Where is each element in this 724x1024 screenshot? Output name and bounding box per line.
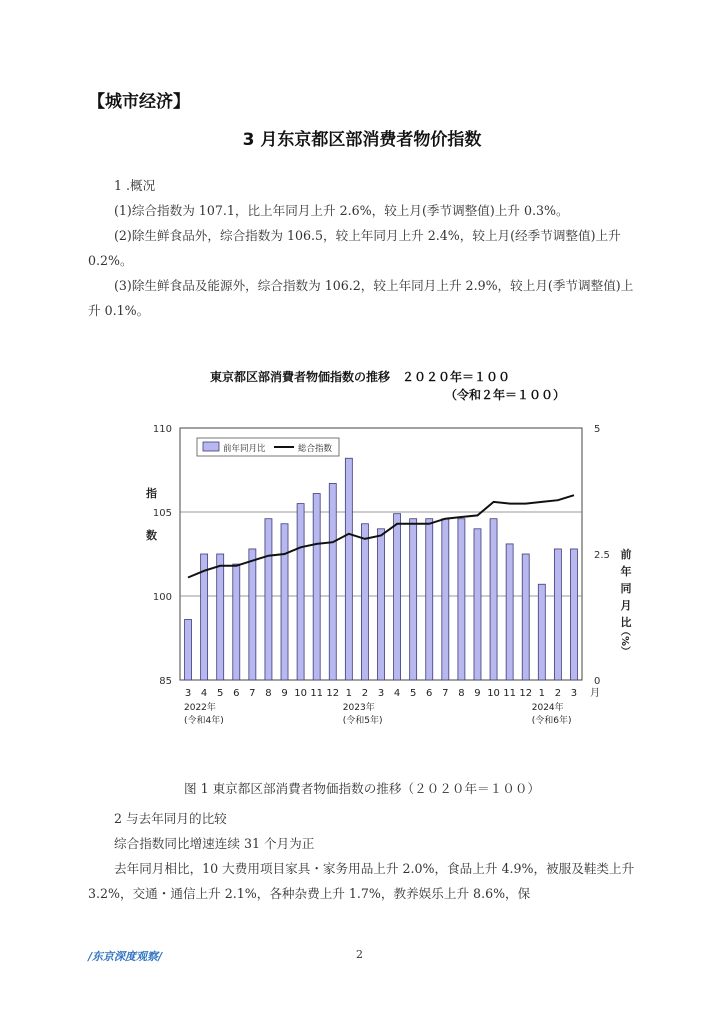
bar-yoy xyxy=(394,514,401,680)
bar-yoy xyxy=(313,494,320,680)
x-tick-label: 5 xyxy=(217,688,224,699)
bar-yoy xyxy=(378,529,385,680)
overview-heading: 1 .概况 xyxy=(114,178,156,193)
x-year-label: 2022年 xyxy=(184,703,216,713)
legend-bar-label: 前年同月比 xyxy=(223,444,266,454)
x-tick-label: 2 xyxy=(361,688,369,699)
page-title: 3 月东京都区部消费者物价指数 xyxy=(242,130,482,150)
bar-yoy xyxy=(474,529,481,680)
x-year-label: 2024年 xyxy=(531,703,564,713)
x-era-label: (令和4年) xyxy=(184,716,224,726)
x-tick-label: 9 xyxy=(474,688,481,699)
ylabel-right-char: 月 xyxy=(620,599,632,612)
ylabel-right-char: 同 xyxy=(620,582,632,595)
legend-line-label: 総合指数 xyxy=(298,444,333,454)
right-tick-label: 5 xyxy=(594,424,601,435)
x-tick-label: 10 xyxy=(294,688,307,699)
overview-paragraph-3: (3)除生鲜食品及能源外，综合指数为 106.2，较上年同月上升 2.9%，较上月(季节调整值)上升 0.1%。 xyxy=(88,278,634,318)
bar-yoy xyxy=(185,620,192,680)
bar-yoy xyxy=(410,519,417,680)
x-tick-label: 3 xyxy=(570,688,578,699)
x-era-label: (令和6年) xyxy=(531,716,572,726)
ylabel-right-char: 年 xyxy=(620,565,632,578)
x-tick-label: 1 xyxy=(345,688,353,699)
x-tick-label: 5 xyxy=(409,688,417,699)
bar-yoy xyxy=(249,549,256,680)
overview-paragraph-2: (2)除生鲜食品外，综合指数为 106.5，较上年同月上升 2.4%，较上月(经季节调整值)上升 0.2%。 xyxy=(88,228,621,268)
x-tick-label: 4 xyxy=(200,688,208,699)
bar-yoy xyxy=(345,458,352,680)
x-tick-label: 8 xyxy=(265,688,272,699)
bar-yoy xyxy=(265,519,272,680)
section-tag: 【城市经济】 xyxy=(88,92,190,112)
bar-yoy xyxy=(233,564,240,680)
bar-yoy xyxy=(297,504,304,680)
footer-brand: /东京深度观察/ xyxy=(88,950,163,963)
right-tick-label: 2.5 xyxy=(594,550,610,561)
comparison-paragraph-1: 综合指数同比增速连续 31 个月为正 xyxy=(114,836,315,851)
bar-yoy xyxy=(570,549,577,680)
bar-yoy xyxy=(538,584,545,680)
comparison-section xyxy=(88,806,644,906)
x-tick-label: 11 xyxy=(503,688,517,699)
bar-yoy xyxy=(506,544,513,680)
bar-yoy xyxy=(329,483,336,680)
bar-yoy xyxy=(522,554,529,680)
page-number: 2 xyxy=(356,948,363,961)
x-tick-label: 7 xyxy=(442,688,449,699)
left-tick-label: 110 xyxy=(152,424,172,435)
x-tick-label: 11 xyxy=(310,688,324,699)
comparison-paragraph-2: 去年同月相比，10 大费用项目家具・家务用品上升 2.0%，食品上升 4.9%，被服及鞋类上升 3.2%，交通・通信上升 2.1%，各种杂费上升 1.7%，教养娱乐上升 8.6%，保 xyxy=(88,861,635,901)
x-tick-label: 6 xyxy=(426,688,433,699)
x-era-label: (令和5年) xyxy=(342,716,383,726)
overview-paragraph-1: (1)综合指数为 107.1，比上年同月上升 2.6%，较上月(季节调整值)上升 0.3%。 xyxy=(114,203,569,218)
x-tick-label: 6 xyxy=(233,688,240,699)
bar-yoy xyxy=(361,524,368,680)
bar-yoy xyxy=(490,519,497,680)
bar-yoy xyxy=(217,554,224,680)
x-tick-label: 3 xyxy=(184,688,192,699)
bar-yoy xyxy=(554,549,561,680)
chart-title: 東京都区部消費者物価指数の推移 ２０２０年＝１００ xyxy=(210,370,511,384)
x-month-suffix: 月 xyxy=(590,688,600,699)
x-tick-label: 4 xyxy=(393,688,401,699)
left-tick-label: 105 xyxy=(152,508,172,519)
x-tick-label: 8 xyxy=(458,688,465,699)
ylabel-left-char: 指 xyxy=(146,487,157,500)
comparison-heading: 2 与去年同月的比较 xyxy=(114,811,227,826)
ylabel-right-unit: （%） xyxy=(619,625,630,657)
x-tick-label: 9 xyxy=(281,688,288,699)
x-tick-label: 10 xyxy=(487,688,500,699)
bar-yoy xyxy=(201,554,208,680)
bar-yoy xyxy=(442,519,449,680)
x-tick-label: 12 xyxy=(326,688,340,699)
chart-subtitle: （令和２年＝１００） xyxy=(445,388,566,402)
ylabel-left-char: 数 xyxy=(146,529,157,542)
right-tick-label: 0 xyxy=(594,676,601,687)
left-tick-label: 100 xyxy=(152,592,172,603)
legend-bar-swatch xyxy=(203,442,219,451)
ylabel-right-char: 比 xyxy=(620,616,632,629)
x-tick-label: 12 xyxy=(519,688,533,699)
x-tick-label: 1 xyxy=(538,688,545,699)
bar-yoy xyxy=(458,519,465,680)
x-tick-label: 7 xyxy=(249,688,256,699)
left-tick-label: 85 xyxy=(159,676,172,687)
bar-yoy xyxy=(281,524,288,680)
figure-caption: 图 1 東京都区部消費者物価指数の推移（２０２０年＝１００） xyxy=(183,781,541,796)
x-year-label: 2023年 xyxy=(342,703,375,713)
bar-yoy xyxy=(426,519,433,680)
ylabel-right-char: 前 xyxy=(620,548,632,561)
x-tick-label: 3 xyxy=(377,688,385,699)
x-tick-label: 2 xyxy=(554,688,562,699)
